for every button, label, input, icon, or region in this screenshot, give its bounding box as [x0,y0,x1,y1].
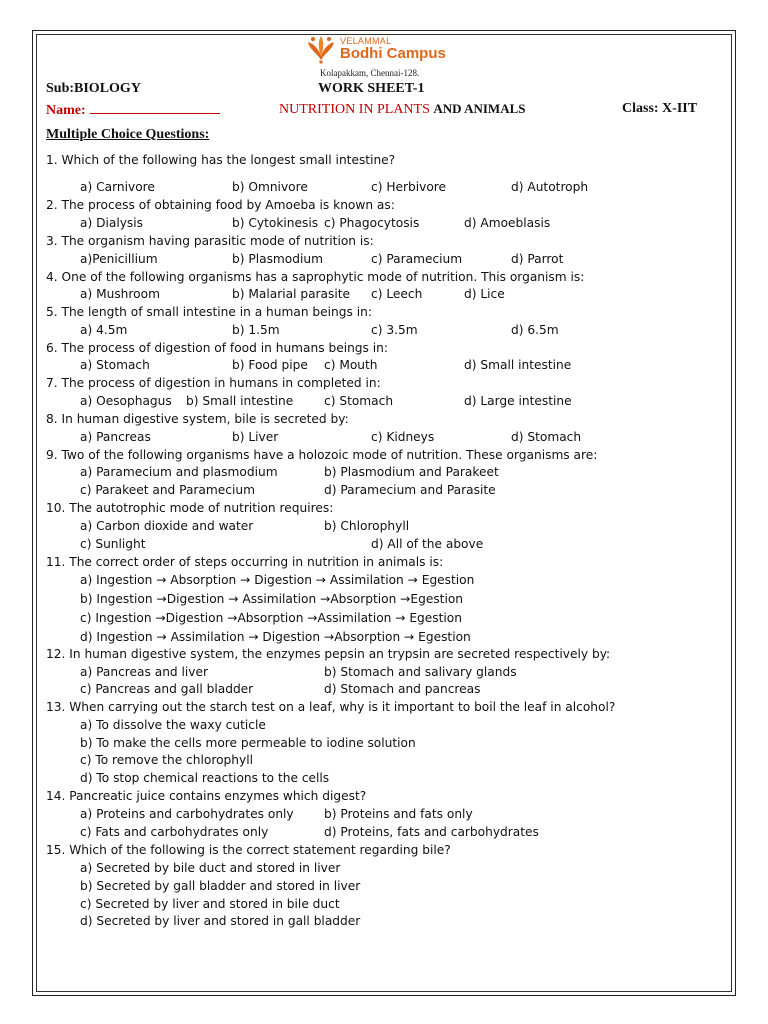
option-5c: c) 3.5m [371,323,418,337]
option-6d: d) Small intestine [464,358,572,372]
question-15: 15. Which of the following is the correct statement regarding bile? [46,843,451,857]
option-9a: a) Paramecium and plasmodium [80,465,278,479]
school-logo [306,34,446,68]
option-7b: b) Small intestine [186,394,294,408]
option-7d: d) Large intestine [464,394,572,408]
option-14b: b) Proteins and fats only [324,807,473,821]
option-11b: b) Ingestion →Digestion → Assimilation →Absorption →Egestion [80,592,464,606]
option-8a: a) Pancreas [80,430,151,444]
question-10: 10. The autotrophic mode of nutrition requires: [46,501,334,515]
option-2c: c) Phagocytosis [324,216,420,230]
question-6: 6. The process of digestion of food in humans beings in: [46,341,388,355]
option-11d: d) Ingestion → Assimilation → Digestion →Absorption → Egestion [80,630,471,644]
option-2b: b) Cytokinesis [232,216,319,230]
option-3d: d) Parrot [511,252,564,266]
flower-logo-icon [306,34,336,64]
question-7: 7. The process of digestion in humans in completed in: [46,376,381,390]
option-6a: a) Stomach [80,358,150,372]
option-15b: b) Secreted by gall bladder and stored in liver [80,879,361,893]
option-9b: b) Plasmodium and Parakeet [324,465,499,479]
topic-red-text: NUTRITION IN PLANTS [279,102,430,117]
topic-black-text: AND ANIMALS [433,101,526,116]
option-11c: c) Ingestion →Digestion →Absorption →Assimilation → Egestion [80,611,462,625]
option-2d: d) Amoeblasis [464,216,551,230]
option-12c: c) Pancreas and gall bladder [80,682,254,696]
option-5a: a) 4.5m [80,323,128,337]
option-1b: b) Omnivore [232,180,308,194]
logo-text-velammal: VELAMMAL [340,36,392,46]
option-4d: d) Lice [464,287,505,301]
name-label: Name: [46,103,86,118]
option-4c: c) Leech [371,287,423,301]
option-7c: c) Stomach [324,394,394,408]
option-15d: d) Secreted by liver and stored in gall bladder [80,914,361,928]
option-1c: c) Herbivore [371,180,447,194]
option-13d: d) To stop chemical reactions to the cells [80,771,330,785]
question-11: 11. The correct order of steps occurring in nutrition in animals is: [46,555,444,569]
question-13: 13. When carrying out the starch test on a leaf, why is it important to boil the leaf in alcohol? [46,700,616,714]
option-7a: a) Oesophagus [80,394,172,408]
worksheet-topic [279,101,525,118]
option-6c: c) Mouth [324,358,378,372]
class-label: Class: X-IIT [622,101,698,116]
option-3c: c) Paramecium [371,252,463,266]
option-9d: d) Paramecium and Parasite [324,483,496,497]
option-11a: a) Ingestion → Absorption → Digestion → Assimilation → Egestion [80,573,475,587]
option-6b: b) Food pipe [232,358,308,372]
student-name-field [46,101,220,119]
option-8d: d) Stomach [511,430,582,444]
option-10d: d) All of the above [371,537,484,551]
question-14: 14. Pancreatic juice contains enzymes which digest? [46,789,367,803]
worksheet-title: WORK SHEET-1 [318,81,425,96]
option-15c: c) Secreted by liver and stored in bile duct [80,897,340,911]
question-3: 3. The organism having parasitic mode of nutrition is: [46,234,374,248]
option-5b: b) 1.5m [232,323,280,337]
option-14d: d) Proteins, fats and carbohydrates [324,825,539,839]
option-14c: c) Fats and carbohydrates only [80,825,269,839]
option-4b: b) Malarial parasite [232,287,351,301]
option-13c: c) To remove the chlorophyll [80,753,253,767]
option-1d: d) Autotroph [511,180,589,194]
question-5: 5. The length of small intestine in a human beings in: [46,305,372,319]
school-address: Kolapakkam, Chennai-128. [320,68,420,78]
question-2: 2. The process of obtaining food by Amoeba is known as: [46,198,395,212]
question-12: 12. In human digestive system, the enzymes pepsin an trypsin are secreted respectively by: [46,647,611,661]
question-8: 8. In human digestive system, bile is secreted by: [46,412,349,426]
question-9: 9. Two of the following organisms have a holozoic mode of nutrition. These organisms are: [46,448,598,462]
option-2a: a) Dialysis [80,216,144,230]
option-10b: b) Chlorophyll [324,519,410,533]
option-5d: d) 6.5m [511,323,559,337]
option-12b: b) Stomach and salivary glands [324,665,517,679]
option-10a: a) Carbon dioxide and water [80,519,254,533]
option-1a: a) Carnivore [80,180,155,194]
option-12a: a) Pancreas and liver [80,665,209,679]
question-4: 4. One of the following organisms has a saprophytic mode of nutrition. This organism is: [46,270,585,284]
option-10c: c) Sunlight [80,537,146,551]
section-heading: Multiple Choice Questions: [46,127,210,142]
name-blank-line [90,101,220,114]
option-12d: d) Stomach and pancreas [324,682,481,696]
option-3b: b) Plasmodium [232,252,323,266]
option-4a: a) Mushroom [80,287,160,301]
question-1: 1. Which of the following has the longest small intestine? [46,153,396,167]
logo-text-campus: Bodhi Campus [340,45,446,62]
option-13a: a) To dissolve the waxy cuticle [80,718,266,732]
option-14a: a) Proteins and carbohydrates only [80,807,294,821]
option-8b: b) Liver [232,430,279,444]
option-9c: c) Parakeet and Paramecium [80,483,255,497]
option-8c: c) Kidneys [371,430,435,444]
subject-label: Sub:BIOLOGY [46,81,141,96]
option-3a: a)Penicillium [80,252,158,266]
option-13b: b) To make the cells more permeable to iodine solution [80,736,416,750]
option-15a: a) Secreted by bile duct and stored in liver [80,861,341,875]
